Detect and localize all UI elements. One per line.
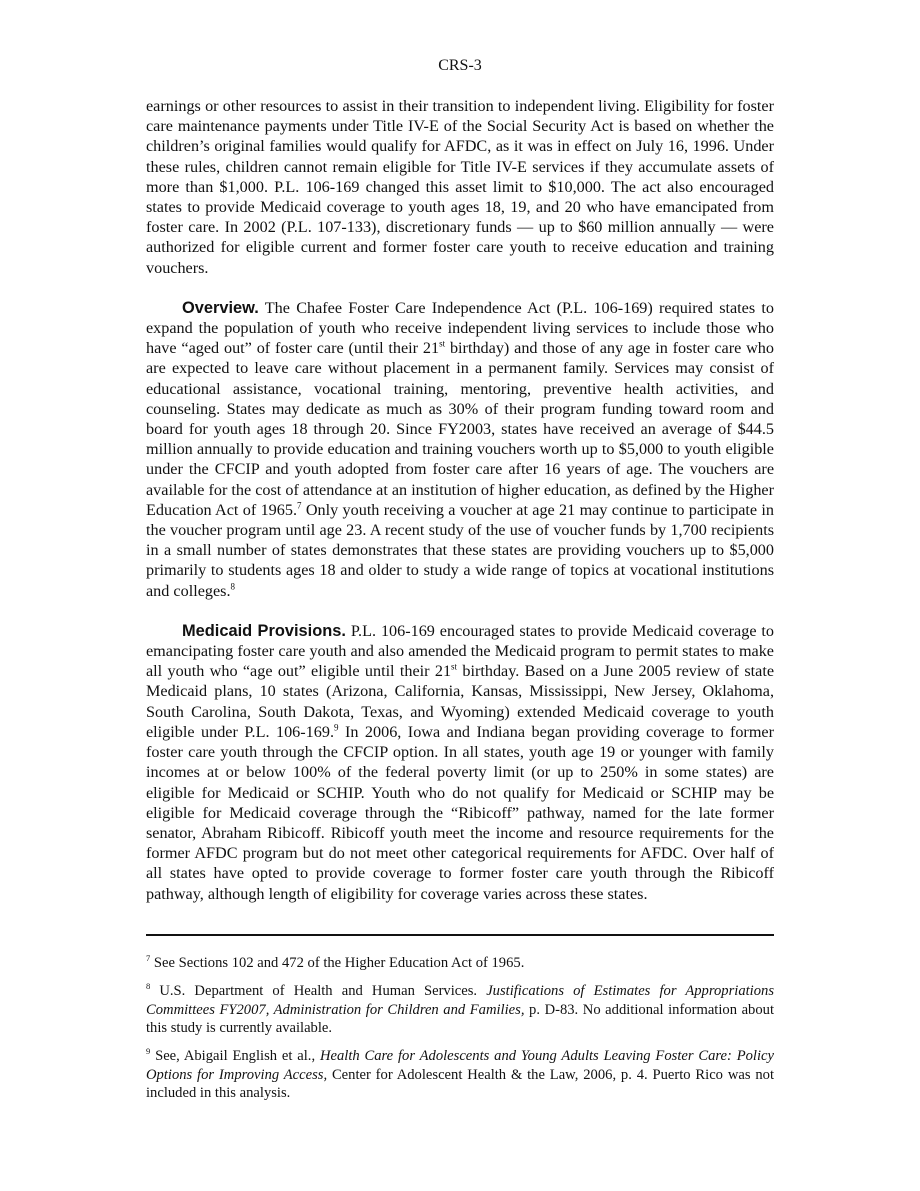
footnote-9	[146, 1047, 774, 1102]
document-page	[146, 56, 774, 1103]
footnote-8	[146, 982, 774, 1037]
medicaid-text-1: P.L. 106-169 encouraged states to provide Medicaid coverage to emancipating foster care youth and also amended the Medicaid program to permit states to make all youth who “age out” eligible until their 21	[146, 621, 775, 681]
footnote-text: Center for Adolescent Health & the Law, 2006, p. 4. Puerto Rico was not included in this analysis.	[146, 1066, 774, 1102]
footnote-citation-title: Health Care for Adolescents and Young Adults Leaving Foster Care: Policy Options for Improving Access,	[146, 1048, 774, 1083]
medicaid-heading: Medicaid Provisions.	[182, 621, 346, 640]
overview-heading: Overview.	[182, 298, 259, 317]
overview-paragraph	[146, 298, 774, 601]
footnote-number: 7	[146, 952, 151, 963]
footnote-number: 8	[146, 981, 151, 992]
intro-paragraph: earnings or other resources to assist in their transition to independent living. Eligibility for foster care maintenance payments under Title IV-E of the Social Security Act is based on whether the children’s original families would qualify for AFDC, as it was in effect on July 16, 1996. Under these rules, children cannot remain eligible for Title IV-E services if they accumulate assets of more than $1,000. P.L. 106-169 changed this asset limit to $10,000. The act also encouraged states to provide Medicaid coverage to youth ages 18, 19, and 20 who have emancipated from foster care. In 2002 (P.L. 107-133), discretionary funds — up to $60 million annually — were authorized for eligible current and former foster care youth to receive education and training vouchers.	[146, 97, 774, 277]
page-number-header: CRS-3	[438, 57, 482, 74]
footnote-ref-9[interactable]: 9	[334, 722, 339, 733]
medicaid-text-2: birthday. Based on a June 2005 review of state Medicaid plans, 10 states (Arizona, California, Kansas, Mississippi, New Jersey, Oklahoma, South Carolina, South Dakota, Texas, and Wyoming) extended Medicaid coverage to youth eligible under P.L. 106-169.	[146, 662, 775, 741]
footnote-text: See, Abigail English et al.,	[150, 1048, 320, 1065]
footnote-citation-title: Justifications of Estimates for Appropriations Committees FY2007, Administration for Children and Families,	[146, 983, 774, 1018]
medicaid-text-3: In 2006, Iowa and Indiana began providing coverage to former foster care youth through the CFCIP option. In all states, youth age 19 or younger with family incomes at or below 100% of the federal poverty limit (or up to 250% in some states) are eligible for Medicaid or SCHIP. Youth who do not qualify for Medicaid or SCHIP may be eligible for Medicaid coverage through the “Ribicoff” pathway, named for the late former senator, Abraham Ribicoff. Ribicoff youth meet the income and resource requirements for the former AFDC program but do not meet other categorical requirements for AFDC. Over half of all states have opted to provide coverage to former foster care youth through the Ribicoff pathway, although length of eligibility for coverage varies across these states.	[146, 722, 774, 903]
footnote-7	[146, 954, 774, 972]
footnote-text: U.S. Department of Health and Human Services.	[150, 983, 487, 1000]
medicaid-paragraph	[146, 621, 774, 904]
footnote-number: 9	[146, 1046, 151, 1057]
footnotes-section	[146, 954, 774, 1103]
overview-text-3: Only youth receiving a voucher at age 21 may continue to participate in the voucher program until age 23. A recent study of the use of voucher funds by 1,700 recipients in a small number of states demonstrates that these states are providing vouchers up to $5,000 primarily to students ages 18 and older to study a wide range of topics at vocational institutions and colleges.	[146, 500, 774, 600]
footnote-ref-7[interactable]: 7	[297, 500, 302, 511]
ordinal-suffix: st	[439, 338, 446, 349]
ordinal-suffix: st	[451, 661, 458, 672]
overview-text-2: birthday) and those of any age in foster care who are expected to leave care without placement in a permanent family. Services may consist of educational assistance, vocational training, mentoring, preventive health activities, and counseling. States may dedicate as much as 30% of their program funding toward room and board for youth ages 18 through 20. Since FY2003, states have received an average of $44.5 million annually to provide education and training vouchers worth up to $5,000 to youth eligible under the CFCIP and youth adopted from foster care after 16 years of age. The vouchers are available for the cost of attendance at an institution of higher education, as defined by the Higher Education Act of 1965.	[146, 339, 774, 519]
footnote-divider	[146, 934, 774, 936]
overview-text-1: The Chafee Foster Care Independence Act (P.L. 106-169) required states to expand the population of youth who receive independent living services to include those who have “aged out” of foster care (until their 21	[146, 298, 774, 358]
footnote-ref-8[interactable]: 8	[230, 581, 236, 592]
footnote-text: p. D-83. No additional information about this study is currently available.	[146, 1001, 774, 1036]
footnote-text: See Sections 102 and 472 of the Higher Education Act of 1965.	[150, 954, 525, 971]
